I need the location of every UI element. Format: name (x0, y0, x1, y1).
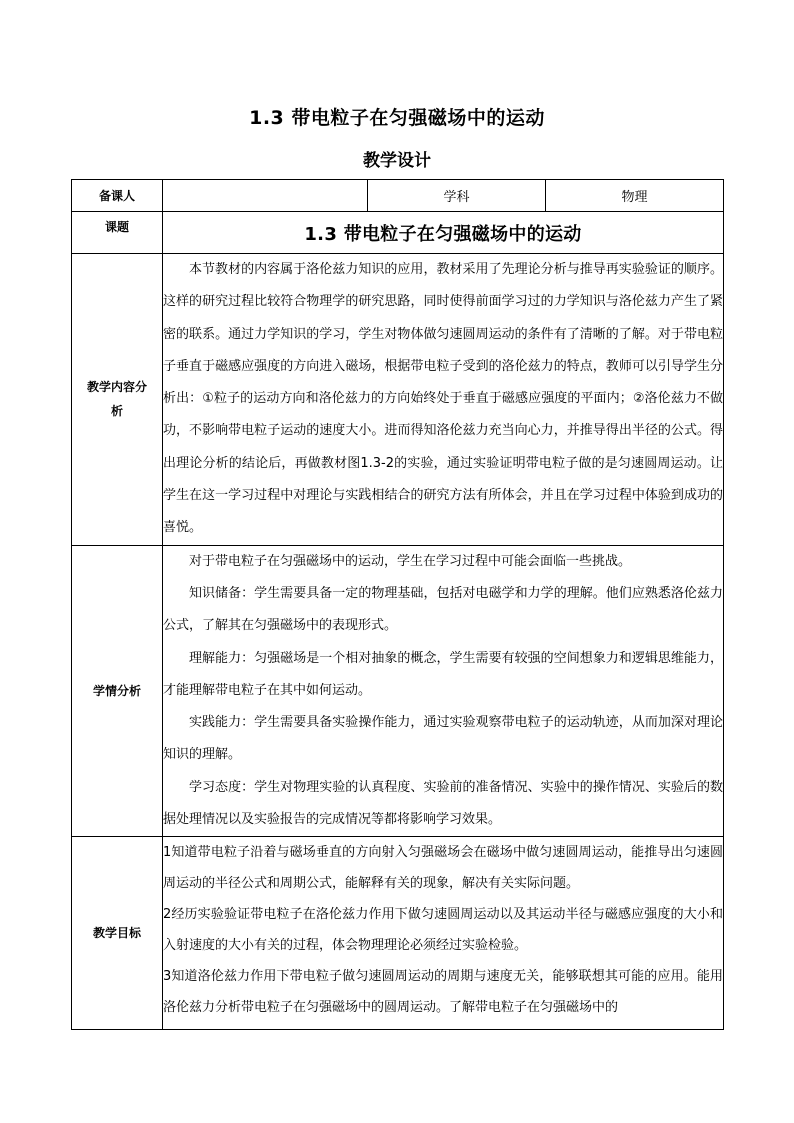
topic-label: 课题 (72, 212, 163, 254)
content-analysis-label-line1: 教学内容分 (86, 380, 147, 395)
document-subtitle: 教学设计 (363, 151, 431, 171)
content-analysis-row (72, 254, 724, 546)
student-analysis-paragraph: 理解能力：匀强磁场是一个相对抽象的概念，学生需要有较强的空间想象力和逻辑思维能力，才能理解带电粒子在其中如何运动。 (163, 650, 723, 698)
student-analysis-row (72, 545, 724, 837)
content-analysis-paragraph: 本节教材的内容属于洛伦兹力知识的应用，教材采用了先理论分析与推导再实验验证的顺序。这样的研究过程比较符合物理学的研究思路，同时使得前面学习过的力学知识与洛伦兹力产生了紧密的联系。通过力学知识的学习，学生对物体做匀速圆周运动的条件有了清晰的了解。对于带电粒子垂直于磁感应强度的方向进入磁场，根据带电粒子受到的洛伦兹力的特点，教师可以引导学生分析出：①粒子的运动方向和洛伦兹力的方向始终处于垂直于磁感应强度的平面内；②洛伦兹力不做功，不影响带电粒子运动的速度大小。进而得知洛伦兹力充当向心力，并推导得出半径的公式。得出理论分析的结论后，再做教材图1.3-2的实验，通过实验证明带电粒子做的是匀速圆周运动。让学生在这一学习过程中对理论与实践相结合的研究方法有所体会，并且在学习过程中体验到成功的喜悦。 (163, 262, 723, 536)
teaching-goal-item: 1知道带电粒子沿着与磁场垂直的方向射入匀强磁场会在磁场中做匀速圆周运动，能推导出匀速圆周运动的半径公式和周期公式，能解释有关的现象，解决有关实际问题。 (163, 845, 723, 892)
student-analysis-paragraph: 实践能力：学生需要具备实验操作能力，通过实验观察带电粒子的运动轨迹，从而加深对理论知识的理解。 (163, 715, 723, 763)
student-analysis-paragraph: 知识储备：学生需要具备一定的物理基础，包括对电磁学和力学的理解。他们应熟悉洛伦兹力公式，了解其在匀强磁场中的表现形式。 (163, 585, 723, 634)
student-analysis-text (163, 545, 724, 837)
content-analysis-label-line2: 析 (110, 404, 123, 419)
teaching-goals-text (163, 837, 724, 1030)
subject-label: 学科 (368, 180, 546, 212)
topic-title: 1.3 带电粒子在匀强磁场中的运动 (163, 212, 724, 254)
teaching-goals-label: 教学目标 (72, 837, 163, 1030)
teaching-goal-item: 3知道洛伦兹力作用下带电粒子做匀速圆周运动的周期与速度无关，能够联想其可能的应用。能用洛伦兹力分析带电粒子在匀强磁场中的圆周运动。了解带电粒子在匀强磁场中的 (163, 969, 723, 1016)
preparer-value (163, 180, 368, 212)
subject-value: 物理 (546, 180, 724, 212)
content-analysis-text (163, 254, 724, 546)
document-title: 1.3 带电粒子在匀强磁场中的运动 (249, 107, 545, 129)
header-row (72, 180, 724, 212)
student-analysis-paragraph: 对于带电粒子在匀强磁场中的运动，学生在学习过程中可能会面临一些挑战。 (189, 553, 632, 569)
topic-row (72, 212, 724, 254)
student-analysis-paragraph: 学习态度：学生对物理实验的认真程度、实验前的准备情况、实验中的操作情况、实验后的数据处理情况以及实验报告的完成情况等都将影响学习效果。 (163, 779, 723, 828)
teaching-goal-item: 2经历实验验证带电粒子在洛伦兹力作用下做匀速圆周运动以及其运动半径与磁感应强度的大小和入射速度的大小有关的过程，体会物理理论必须经过实验检验。 (163, 907, 723, 954)
content-analysis-label (72, 254, 163, 546)
lesson-plan-table (71, 179, 724, 1030)
preparer-label: 备课人 (72, 180, 163, 212)
student-analysis-label: 学情分析 (72, 545, 163, 837)
teaching-goals-row (72, 837, 724, 1030)
